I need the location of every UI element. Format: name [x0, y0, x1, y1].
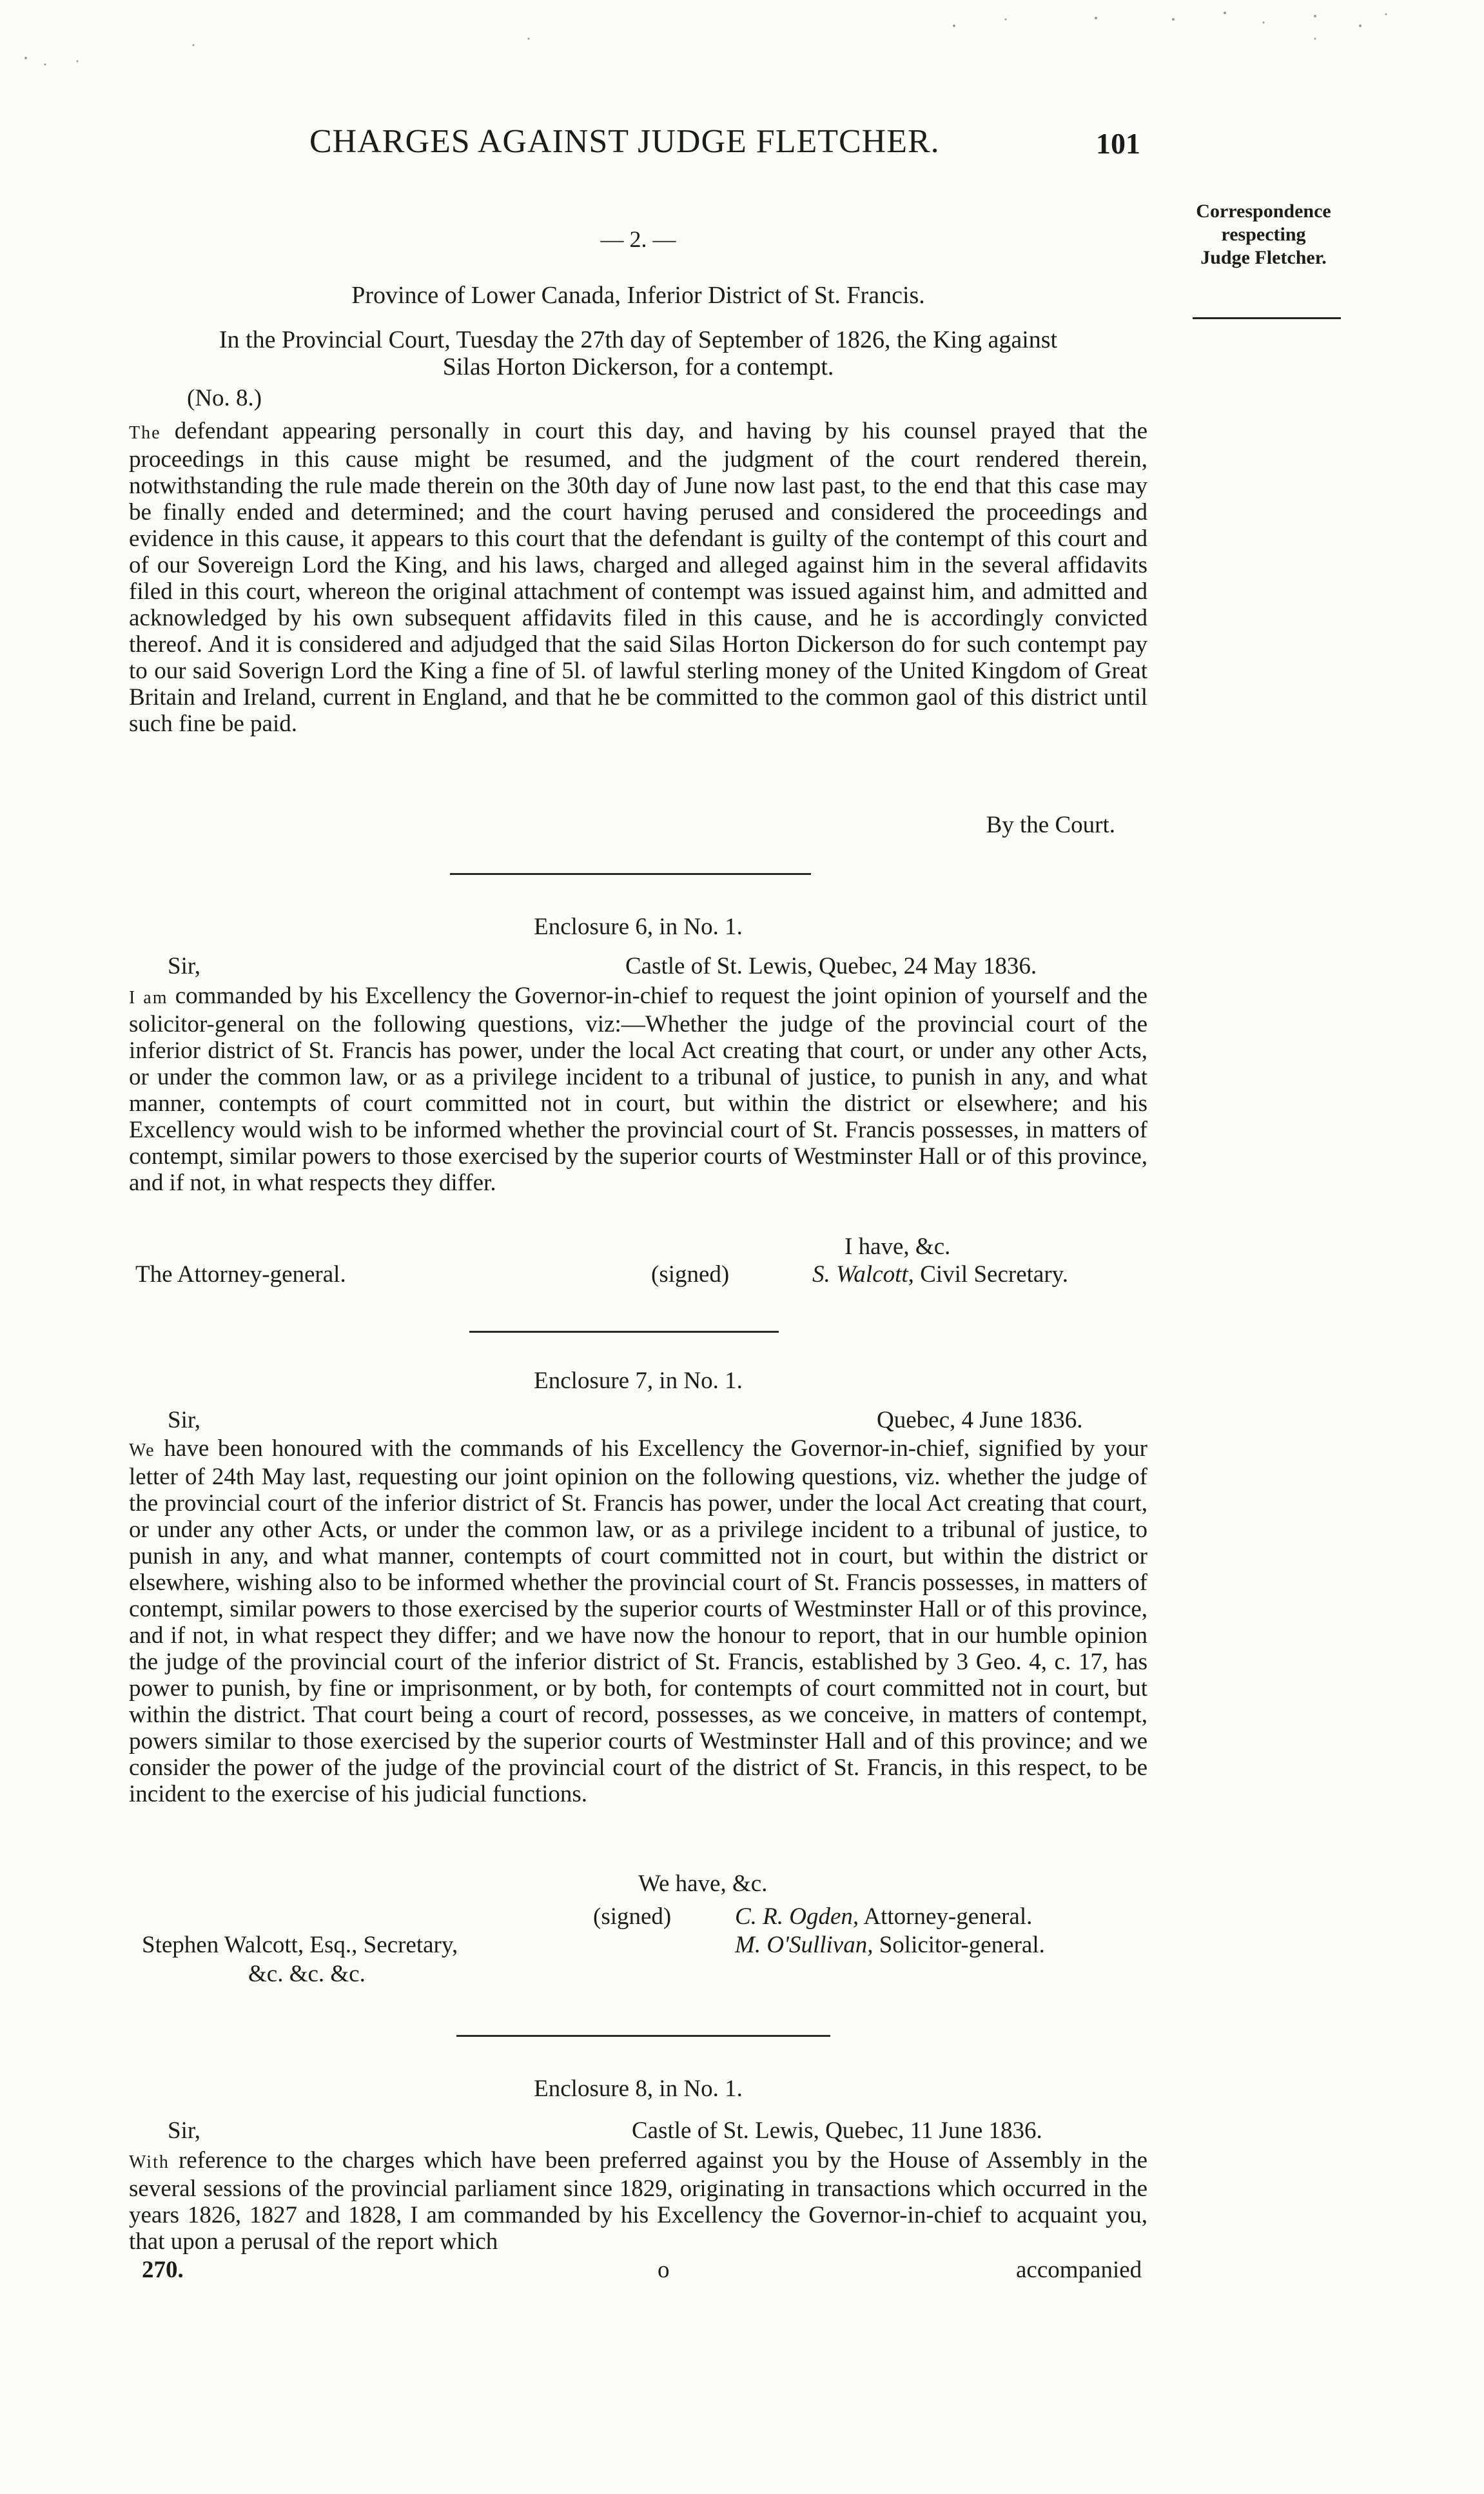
enclosure-heading: Enclosure 7, in No. 1. [534, 1368, 743, 1394]
place-date: Castle of St. Lewis, Quebec, 24 May 1836. [625, 953, 1037, 979]
salutation: Sir, [168, 2117, 200, 2144]
paragraph-text: commanded by his Excellency the Governor-in-chief to request the joint opinion of yourself and the solicitor-general on the following questions, viz:—Whether the judge of the provincial court of the inferior district of St. Francis has power, under the local Act creating that court, or under any other Acts, or under the common law, or as a privilege incident to a tribunal of justice, to punish in any, and what manner, contempts of court committed not in court, but within the district or elsewhere; and his Excellency would wish to be informed whether the provincial court of St. Francis possesses, in matters of contempt, similar powers to those exercised by the superior courts of Westminster Hall or of this province, and if not, in what respects they differ. [129, 983, 1148, 1196]
margin-note-rule [1193, 317, 1341, 319]
signatory-title: Solicitor-general. [873, 1932, 1045, 1958]
place-date: Quebec, 4 June 1836. [877, 1407, 1083, 1433]
court-caption-line: Silas Horton Dickerson, for a contempt. [442, 353, 834, 380]
signed-label: (signed) [651, 1261, 730, 1288]
signatory [812, 1261, 1068, 1288]
signatory [735, 1903, 1032, 1930]
signature-mark: o [658, 2257, 670, 2283]
section-divider [456, 2035, 830, 2037]
court-caption [129, 326, 1147, 380]
paragraph-text: defendant appearing personally in court this day, and having by his counsel prayed that the proceedings in this cause might be resumed, and the judgment of the court rendered therein, notwithstanding the rule made therein on the 30th day of June now last past, to the end that this case may be finally ended and determined; and the court having perused and considered the proceedings and evidence in this cause, it appears to this court that the defendant is guilty of the contempt of this court and of our Sovereign Lord the King, and his laws, charged and alleged against him in the several affidavits filed in this court, whereon the original attachment of contempt was issued against him, and admitted and acknowledged by his own subsequent affidavits filed in this cause, and he is accordingly convicted thereof. And it is considered and adjudged that the said Silas Horton Dickerson do for such contempt pay to our said Soverign Lord the King a fine of 5l. of lawful sterling money of the United Kingdom of Great Britain and Ireland, current in England, and that he be committed to the common gaol of this district until such fine be paid. [129, 418, 1147, 737]
letter-closing: We have, &c. [638, 1870, 768, 1897]
salutation-row [129, 2117, 1147, 2145]
running-header: CHARGES AGAINST JUDGE FLETCHER. [309, 123, 940, 160]
salutation: Sir, [168, 953, 200, 979]
letter-paragraph [129, 1435, 1147, 1807]
margin-note-line: Judge Fletcher. [1200, 247, 1327, 268]
signed-label: (signed) [593, 1903, 672, 1930]
addressee: Stephen Walcott, Esq., Secretary, [142, 1932, 458, 1958]
section-number: — 2. — [600, 226, 676, 252]
catchword: accompanied [1016, 2257, 1142, 2283]
addressee-continued: &c. &c. &c. [248, 1961, 366, 1987]
letter-closing: I have, &c. [845, 1233, 951, 1260]
scan-noise [0, 0, 1484, 77]
signoff: By the Court. [986, 812, 1115, 838]
drop-word: I am [129, 988, 168, 1008]
margin-note [1180, 200, 1347, 270]
place-date: Castle of St. Lewis, Quebec, 11 June 1836. [632, 2117, 1042, 2144]
signatory-title: Attorney-general. [859, 1903, 1033, 1930]
province-heading: Province of Lower Canada, Inferior District of St. Francis. [351, 282, 925, 309]
addressee: The Attorney-general. [135, 1261, 346, 1288]
letter-paragraph [129, 983, 1147, 1196]
page-footer [129, 2257, 1147, 2284]
page-number: 101 [1096, 127, 1140, 160]
section-divider [450, 873, 811, 875]
section-divider [469, 1331, 779, 1333]
margin-note-line: Correspondence [1196, 201, 1331, 222]
signature-block [129, 1903, 1147, 1961]
document-number: (No. 8.) [187, 385, 262, 411]
signatory-title: Civil Secretary. [913, 1261, 1068, 1288]
drop-word: We [129, 1440, 155, 1460]
drop-word: The [129, 423, 161, 443]
paragraph-text: reference to the charges which have been preferred against you by the House of Assembly in the several sessions of the provincial parliament since 1829, originating in transactions which occurred in the years 1826, 1827 and 1828, I am commanded by his Excellency the Governor-in-chief to acquaint you, that upon a perusal of the report which [129, 2147, 1147, 2255]
salutation-row [129, 1407, 1147, 1434]
signature-row [129, 1261, 1147, 1288]
footer-sheet-number: 270. [142, 2257, 184, 2283]
judgment-paragraph [129, 418, 1147, 737]
court-caption-line: In the Provincial Court, Tuesday the 27th day of September of 1826, the King against [219, 326, 1058, 353]
enclosure-heading: Enclosure 6, in No. 1. [534, 914, 743, 940]
letter-paragraph [129, 2147, 1147, 2255]
salutation-row [129, 953, 1147, 980]
paragraph-text: have been honoured with the commands of his Excellency the Governor-in-chief, signified by your letter of 24th May last, requesting our joint opinion on the following questions, viz. whether the judge of the provincial court of the inferior district of St. Francis has power, under the local Act creating that court, or under any other Acts, or under the common law, or as a privilege incident to a tribunal of justice, to punish in any, and what manner, contempts of court committed not in court, but within the district or elsewhere, wishing also to be informed whether the provincial court of St. Francis possesses, in matters of contempt, similar powers to those exercised by the superior courts of Westminster Hall or of this province, and if not, in what respect they differ; and we have now the honour to report, that in our humble opinion the judge of the provincial court of the inferior district of St. Francis, established by 3 Geo. 4, c. 17, has power to punish, by fine or imprisonment, or by both, for contempts of court committed not in court, but within the district. That court being a court of record, possesses, as we conceive, in matters of contempt, powers similar to those exercised by the superior courts of Westminster Hall and of this province; and we consider the power of the judge of the provincial court of the district of St. Francis, in this respect, to be incident to the exercise of his judicial functions. [129, 1435, 1147, 1807]
signatory-name: M. O'Sullivan, [735, 1932, 874, 1958]
signatory [735, 1932, 1045, 1958]
enclosure-heading: Enclosure 8, in No. 1. [534, 2076, 743, 2102]
salutation: Sir, [168, 1407, 200, 1433]
signatory-name: S. Walcott, [812, 1261, 914, 1288]
margin-note-line: respecting [1221, 224, 1306, 245]
signatory-name: C. R. Ogden, [735, 1903, 859, 1930]
drop-word: With [129, 2152, 170, 2172]
